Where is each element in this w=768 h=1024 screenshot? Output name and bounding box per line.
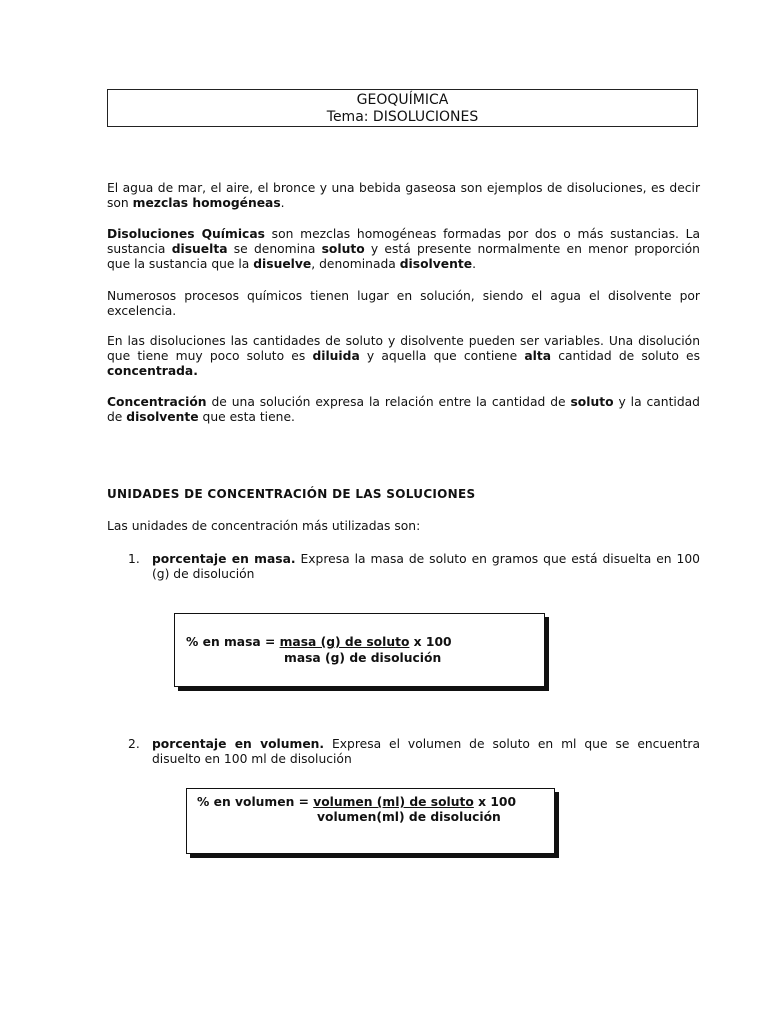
p4-bold-f: concentrada. (107, 364, 198, 378)
p1-text-a: El agua de mar, el aire, el bronce y una bebida gaseosa son ejemplos de disoluciones, es decir son (107, 181, 700, 210)
formula-box-mass (174, 613, 545, 687)
subject-title: GEOQUÍMICA (356, 92, 449, 108)
p2-text-j: . (472, 257, 477, 271)
item-1-title: porcentaje en masa. (152, 552, 296, 566)
p2-bold-a: Disoluciones Químicas (107, 227, 265, 241)
p4-text-e: cantidad de soluto es (551, 349, 700, 363)
formula-box-volume (186, 788, 555, 854)
item-1-number: 1. (128, 552, 140, 566)
formula-volume-lhs: % en volumen = (197, 795, 314, 809)
item-1-description: Expresa la masa de soluto en gramos que está disuelta en 100 (g) de disolución (152, 552, 700, 581)
paragraph-4 (107, 334, 700, 379)
formula-volume-times: x 100 (473, 795, 517, 809)
p5-text-d: y la cantidad de (107, 395, 700, 424)
topic-title: Tema: DISOLUCIONES (326, 109, 479, 125)
formula-mass-lhs: % en masa = (186, 635, 280, 649)
paragraph-2 (107, 227, 700, 272)
item-2-text (152, 737, 700, 767)
p4-text-a: En las disoluciones las cantidades de soluto y disolvente pueden ser variables. Una disolución que tiene muy poco soluto es (107, 334, 700, 363)
formula-mass-numerator: masa (g) de soluto (279, 635, 410, 649)
formula-mass-numerator-line (186, 635, 452, 650)
paragraph-1 (107, 181, 700, 211)
p2-bold-i: disolvente (399, 257, 473, 271)
p5-bold-c: soluto (570, 395, 614, 409)
p2-bold-e: soluto (321, 242, 365, 256)
p5-bold-a: Concentración (107, 395, 207, 409)
p2-text-b: son mezclas homogéneas formadas por dos o más sustancias. La sustancia (107, 227, 700, 256)
p4-bold-d: alta (524, 349, 552, 363)
title-box (107, 89, 698, 127)
p5-text-b: de una solución expresa la relación entre la cantidad de (206, 395, 571, 409)
section-heading: UNIDADES DE CONCENTRACIÓN DE LAS SOLUCIONES (107, 487, 476, 501)
p4-text-c: y aquella que contiene (359, 349, 525, 363)
formula-volume-numerator: volumen (ml) de soluto (313, 795, 474, 809)
item-2-number: 2. (128, 737, 140, 751)
p4-bold-b: diluida (312, 349, 360, 363)
p2-text-f: y está presente normalmente en menor proporción que la sustancia que la (107, 242, 700, 271)
formula-mass-times: x 100 (409, 635, 452, 649)
p5-text-f: que esta tiene. (198, 410, 295, 424)
formula-volume-numerator-line (197, 795, 516, 810)
item-1-text (152, 552, 700, 582)
p1-bold-b: mezclas homogéneas (132, 196, 281, 210)
item-2-description: Expresa el volumen de soluto en ml que se encuentra disuelto en 100 ml de disolución (152, 737, 700, 766)
formula-volume-denominator: volumen(ml) de disolución (317, 810, 501, 824)
p2-bold-g: disuelve (253, 257, 312, 271)
formula-mass-denominator: masa (g) de disolución (284, 651, 442, 665)
p5-bold-e: disolvente (126, 410, 199, 424)
section-intro: Las unidades de concentración más utilizadas son: (107, 519, 421, 533)
p2-text-d: se denomina (227, 242, 322, 256)
p1-text-c: . (280, 196, 285, 210)
p2-text-h: , denominada (311, 257, 400, 271)
item-2-title: porcentaje en volumen. (152, 737, 325, 751)
p2-bold-c: disuelta (171, 242, 228, 256)
paragraph-3: Numerosos procesos químicos tienen lugar en solución, siendo el agua el disolvente por excelencia. (107, 289, 700, 318)
paragraph-5 (107, 395, 700, 425)
